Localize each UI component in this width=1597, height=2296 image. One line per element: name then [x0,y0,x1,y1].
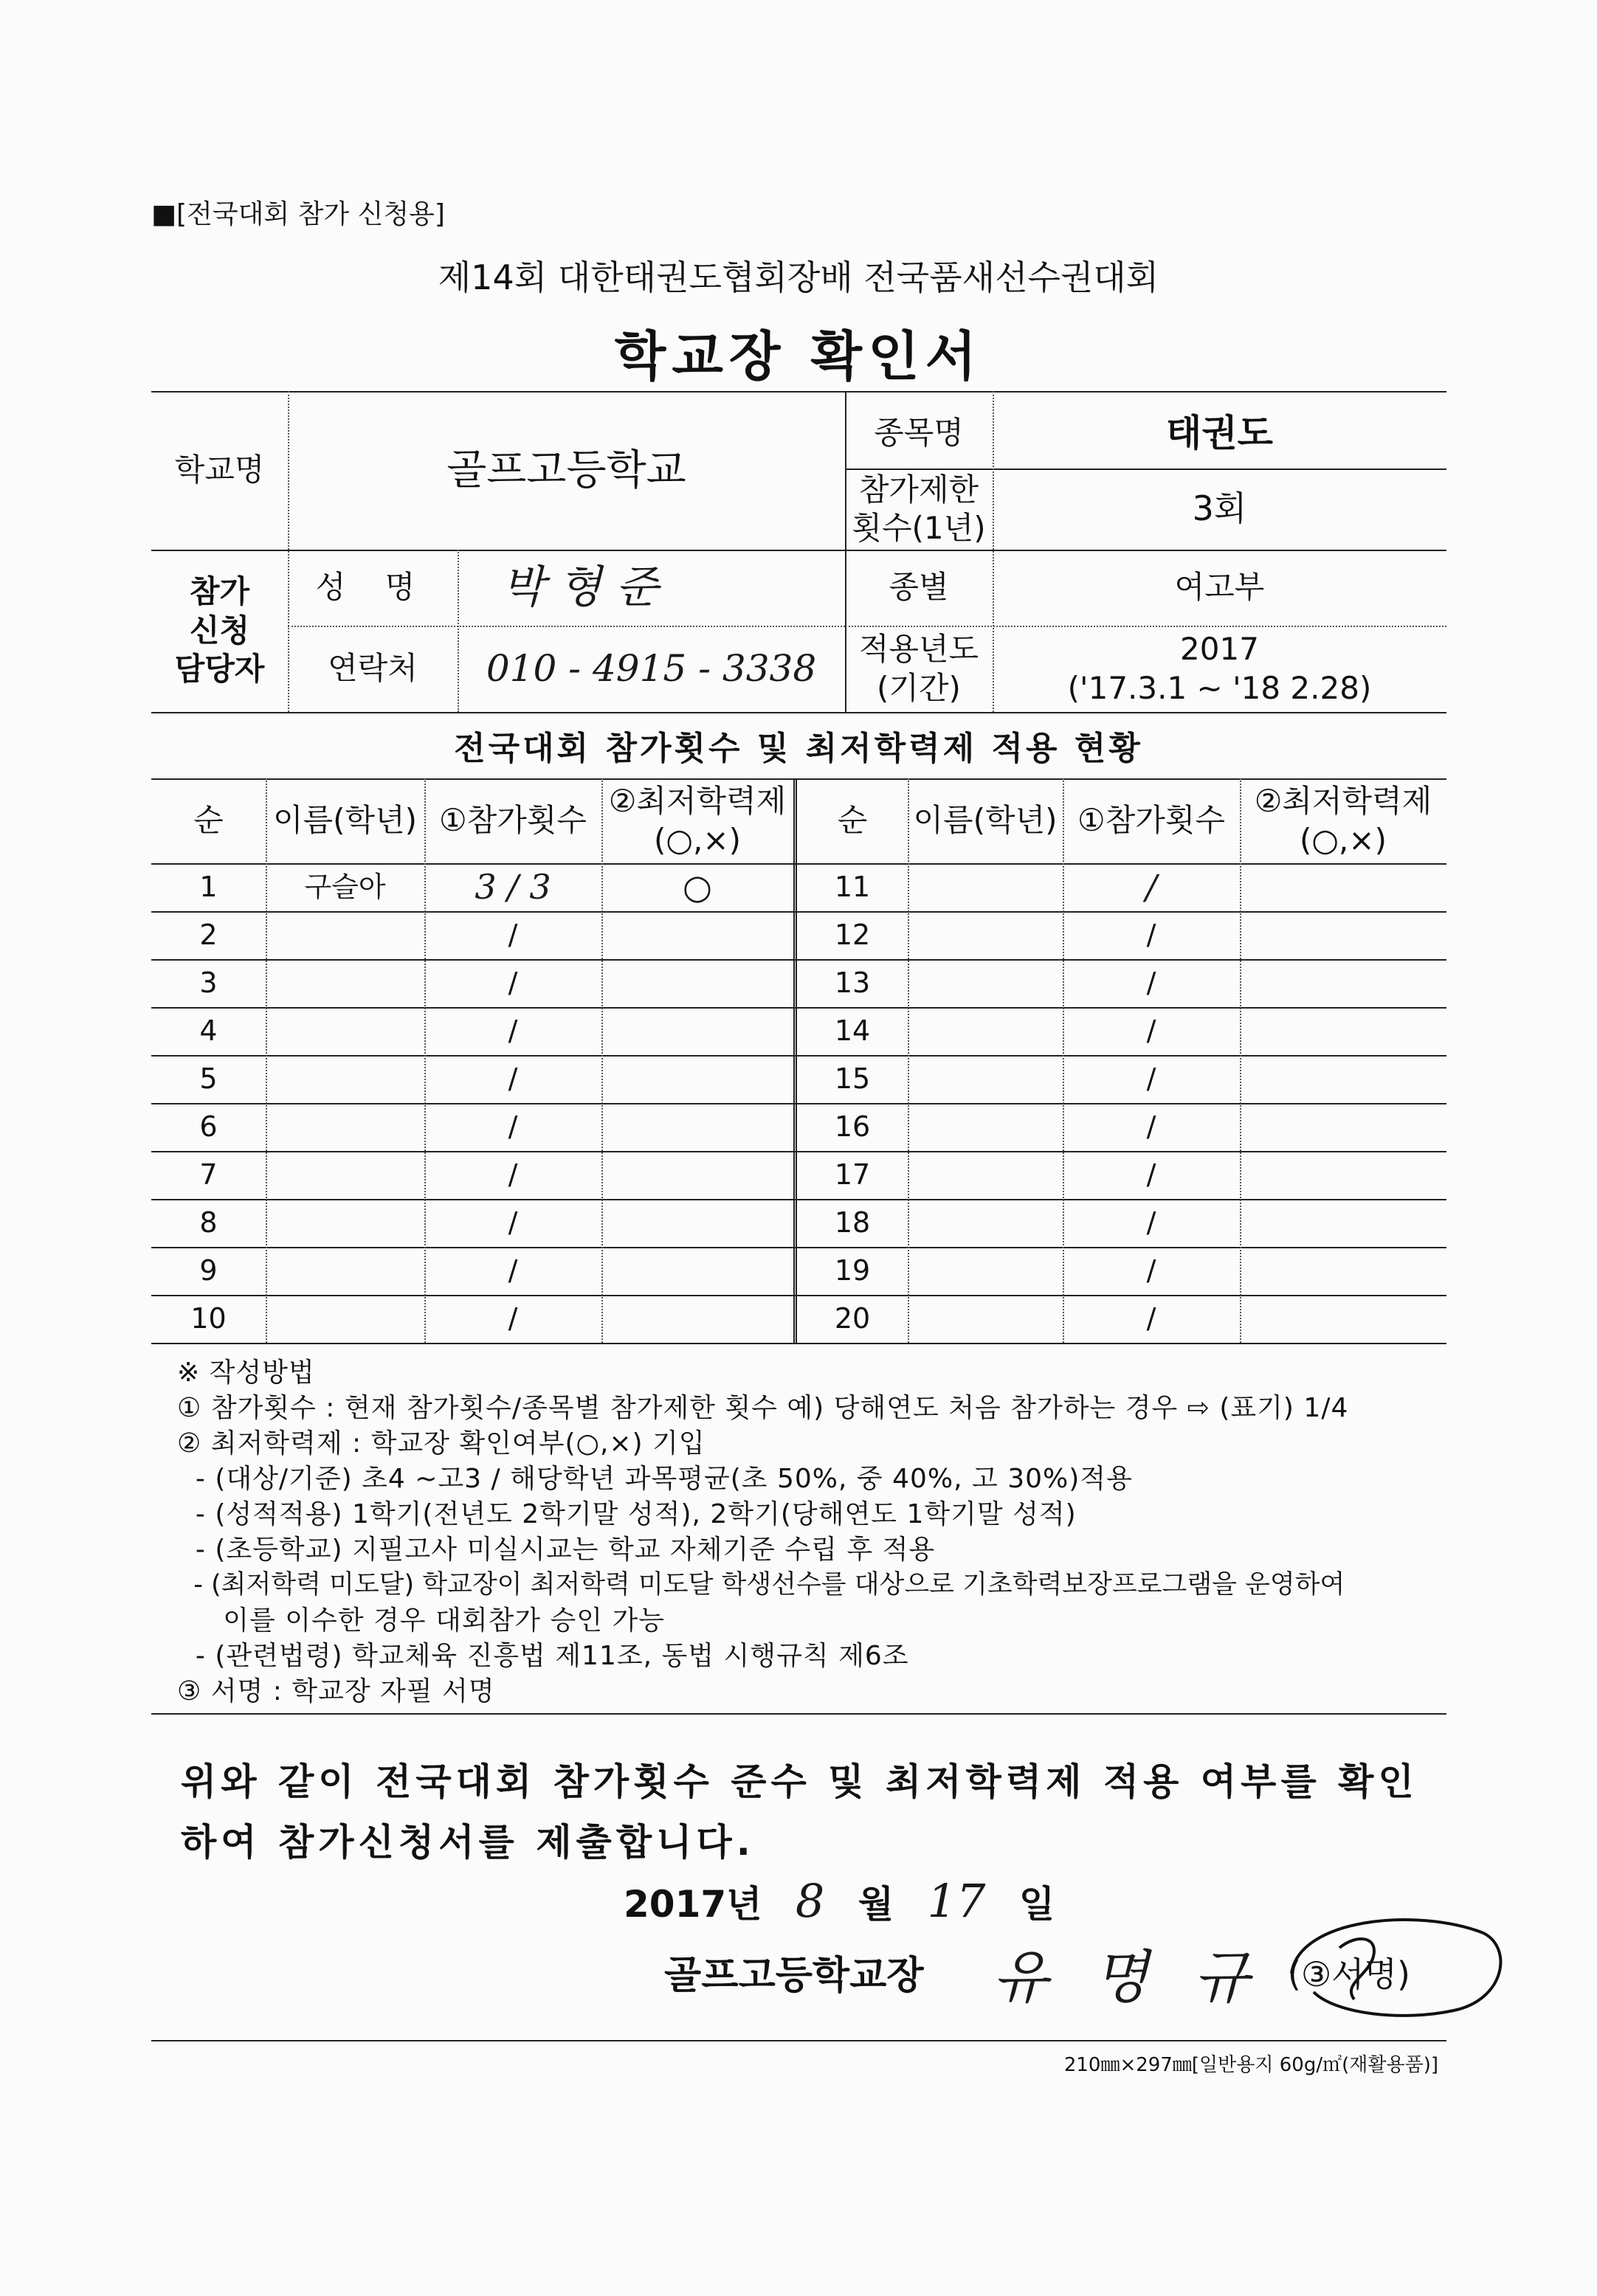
row-participation-count: / [508,1301,518,1335]
row-participation-count: / [508,1062,518,1095]
row-academic-check [1240,959,1446,1007]
row-num: 17 [834,1158,871,1191]
row-num: 4 [199,1014,218,1047]
row-participation-count: / [1146,1158,1156,1191]
row-academic-check [1240,1151,1446,1199]
participation-limit-value: 3회 [1192,488,1247,529]
row-student-name [908,1295,1063,1343]
row-student-name [266,1007,424,1055]
row-num: 9 [199,1254,218,1287]
row-student-name [908,1151,1063,1199]
row-num: 8 [199,1206,218,1239]
row-academic-check: ○ [682,866,713,907]
header-num-left: 순 [193,802,224,839]
row-num: 2 [199,918,218,951]
row-student-name [266,1103,424,1151]
note-line: - (최저학력 미도달) 학교장이 최저학력 미도달 학생선수를 대상으로 기초학력보장프로그램을 운영하여 [177,1570,1345,1600]
row-participation-count: / [508,1014,518,1047]
row-academic-check [601,1247,793,1295]
row-academic-check [1240,1247,1446,1295]
row-student-name [908,911,1063,959]
row-num: 12 [834,918,871,951]
row-participation-count: / [508,1110,518,1143]
header-count-right: ①참가횟수 [1077,802,1225,839]
row-participation-count: / [508,1206,518,1239]
header-name-right: 이름(학년) [913,802,1058,839]
note-line: 이를 이수한 경우 대회참가 승인 가능 [177,1605,666,1636]
row-num: 19 [834,1254,871,1287]
row-student-name [266,1295,424,1343]
name-label: 성 명 [315,569,430,606]
row-student-name [908,1199,1063,1247]
participation-limit-label: 참가제한 횟수(1년) [852,471,986,546]
row-student-name [908,1247,1063,1295]
row-student-name [266,959,424,1007]
applicant-label: 참가 신청 담당자 [174,573,265,688]
row-num: 11 [834,870,871,903]
row-participation-count: / [508,966,518,999]
header-num-right: 순 [837,802,868,839]
paper-spec-footer: 210㎜×297㎜[일반용지 60g/㎡(재활용품)] [1063,2054,1438,2076]
row-participation-count: / [1146,1301,1156,1335]
contact-value: 010 - 4915 - 3338 [486,647,817,691]
sport-label: 종목명 [874,415,964,452]
header-academic-left: ②최저학력제 (○,×) [608,783,787,858]
row-student-name [266,911,424,959]
row-academic-check [601,911,793,959]
row-student-name [266,1151,424,1199]
signature-stroke-icon [1269,1903,1513,2029]
row-student-name [266,1247,424,1295]
row-student-name [908,863,1063,911]
note-line: - (관련법령) 학교체육 진흥법 제11조, 동법 시행규칙 제6조 [177,1641,909,1671]
row-academic-check [1240,863,1446,911]
school-label: 학교명 [174,452,265,488]
principal-title: 골프고등학교장 [664,1954,924,1998]
row-student-name [908,1103,1063,1151]
row-participation-count: / [1146,1062,1156,1095]
row-academic-check [601,1007,793,1055]
page-title: 학교장 확인서 [614,325,983,387]
row-student-name [908,1007,1063,1055]
row-academic-check [1240,1007,1446,1055]
row-participation-count: / [1146,966,1156,999]
row-num: 10 [190,1301,227,1335]
notes-heading: ※ 작성방법 [177,1358,315,1388]
note-line: - (초등학교) 지필고사 미실시교는 학교 자체기준 수립 후 적용 [177,1535,936,1565]
row-participation-count: / [508,918,518,951]
row-num: 5 [199,1062,218,1095]
row-academic-check [1240,1103,1446,1151]
applicant-name: 박 형 준 [502,561,659,613]
principal-signature: 유 명 규 [993,1945,1263,2011]
row-num: 20 [834,1301,871,1335]
event-title: 제14회 대한태권도협회장배 전국품새선수권대회 [438,257,1159,297]
confirmation-line-1: 위와 같이 전국대회 참가횟수 준수 및 최저학력제 적용 여부를 확인 [181,1760,1418,1803]
row-num: 7 [199,1158,218,1191]
row-participation-count: / [1145,866,1157,907]
row-academic-check [601,1295,793,1343]
row-participation-count: / [1146,1110,1156,1143]
confirmation-line-2: 하여 참가신청서를 제출합니다. [181,1821,755,1864]
row-academic-check [601,1103,793,1151]
contact-label: 연락처 [328,650,418,687]
row-participation-count: / [1146,918,1156,951]
form-type-label: ■[전국대회 참가 신청용] [151,199,445,229]
row-student-name [908,1055,1063,1103]
row-participation-count: / [1146,1254,1156,1287]
row-academic-check [1240,911,1446,959]
row-academic-check [601,1055,793,1103]
row-num: 13 [834,966,871,999]
row-student-name [266,1055,424,1103]
day-value: 17 [927,1874,986,1928]
application-year-value: 2017 ('17.3.1 ~ '18 2.28) [1067,631,1372,706]
month-value: 8 [795,1874,825,1928]
row-academic-check [601,959,793,1007]
sport-value: 태권도 [1166,412,1273,455]
row-academic-check [1240,1199,1446,1247]
row-academic-check [601,1199,793,1247]
row-num: 3 [199,966,218,999]
row-student-name [908,959,1063,1007]
submission-date: 2017년 8 월 17 일 [624,1874,1055,1928]
note-line: ③ 서명 : 학교장 자필 서명 [177,1676,495,1707]
row-academic-check [601,1151,793,1199]
row-participation-count: / [508,1254,518,1287]
row-participation-count: / [1146,1014,1156,1047]
header-count-left: ①참가횟수 [439,802,587,839]
header-academic-right: ②최저학력제 (○,×) [1254,783,1432,858]
row-num: 16 [834,1110,871,1143]
row-num: 14 [834,1014,871,1047]
row-student-name: 구슬아 [304,870,386,903]
note-line: ② 최저학력제 : 학교장 확인여부(○,×) 기입 [177,1428,706,1459]
signature-mark: (③서명) [1288,1954,1411,1994]
header-name-left: 이름(학년) [272,802,418,839]
application-year-label: 적용년도 (기간) [858,631,979,706]
row-student-name [266,1199,424,1247]
school-name: 골프고등학교 [446,446,686,494]
row-num: 15 [834,1062,871,1095]
category-value: 여고부 [1174,569,1265,606]
status-section-title: 전국대회 참가횟수 및 최저학력제 적용 현황 [454,730,1143,767]
category-label: 종별 [889,569,949,606]
note-line: - (대상/기준) 초4 ~고3 / 해당학년 과목평균(초 50%, 중 40%, 고 30%)적용 [177,1464,1133,1494]
row-num: 6 [199,1110,218,1143]
row-academic-check [1240,1055,1446,1103]
row-participation-count: 3 / 3 [475,866,551,907]
row-num: 18 [834,1206,871,1239]
note-line: - (성적적용) 1학기(전년도 2학기말 성적), 2학기(당해연도 1학기말 성적) [177,1499,1077,1529]
note-line: ① 참가횟수 : 현재 참가횟수/종목별 참가제한 횟수 예) 당해연도 처음 참가하는 경우 ⇨ (표기) 1/4 [177,1393,1349,1423]
row-academic-check [1240,1295,1446,1343]
row-participation-count: / [508,1158,518,1191]
row-participation-count: / [1146,1206,1156,1239]
row-num: 1 [199,870,218,903]
